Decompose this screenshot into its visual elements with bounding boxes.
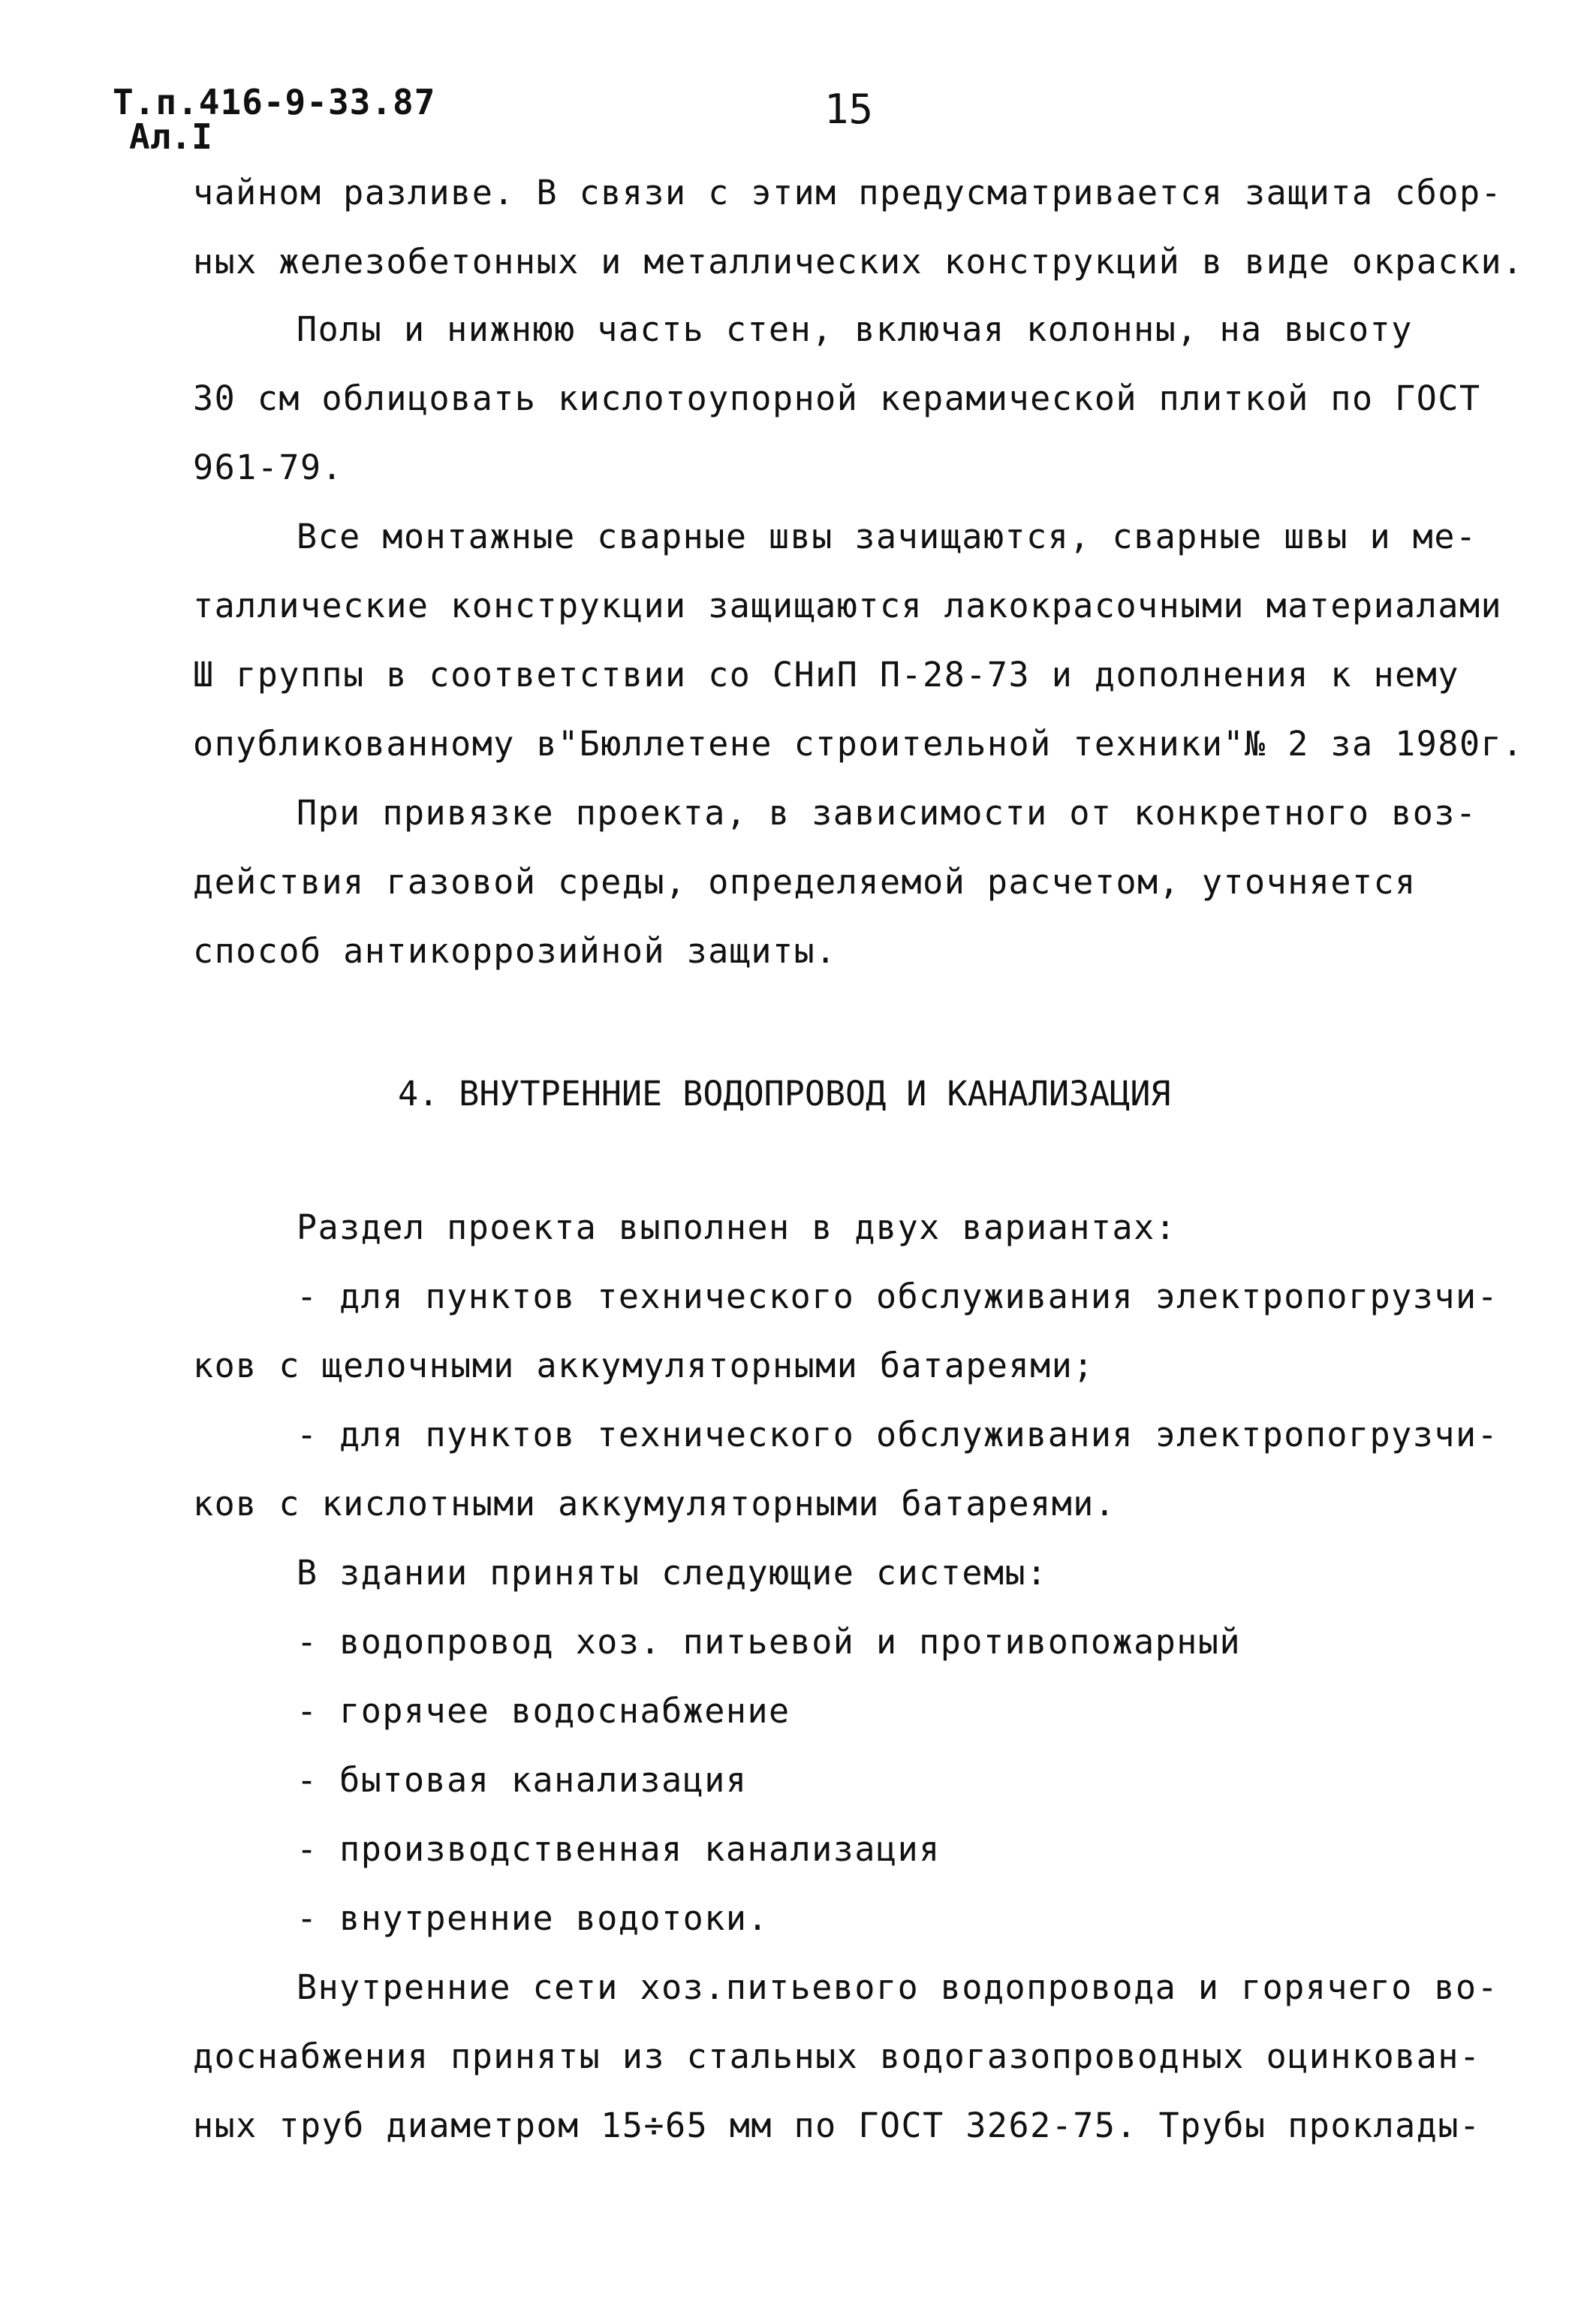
text-line: Полы и нижнюю часть стен, включая колонны, на высоту [297,309,1413,349]
text-line: ков с щелочными аккумуляторными батареями; [193,1346,1095,1385]
text-line: способ антикоррозийной защиты. [193,931,837,971]
text-line: В здании приняты следующие системы: [297,1553,1048,1593]
text-line: - водопровод хоз. питьевой и противопожарный [297,1622,1242,1662]
text-line: ков с кислотными аккумуляторными батареями. [193,1484,1116,1524]
text-line: 30 см облицовать кислотоупорной керамической плиткой по ГОСТ [193,378,1481,418]
text-line: - горячее водоснабжение [297,1691,790,1731]
text-line: - производственная канализация [297,1829,941,1869]
text-line: ных железобетонных и металлических конструкций в виде окраски. [193,242,1524,282]
text-line: - для пунктов технического обслуживания электропогрузчи- [297,1415,1499,1454]
text-line: При привязке проекта, в зависимости от конкретного воз- [297,793,1477,833]
text-line: 961-79. [193,448,344,487]
text-line: Внутренние сети хоз.питьевого водопровода и горячего во- [297,1967,1499,2007]
text-line: таллические конструкции защищаются лакокрасочными материалами [193,586,1503,625]
text-line: - бытовая канализация [297,1760,748,1800]
text-line: чайном разливе. В связи с этим предусматривается защита сбор- [193,173,1503,213]
page-number: 15 [824,86,874,133]
text-line: ных труб диаметром 15÷65 мм по ГОСТ 3262-75. Трубы проклады- [193,2106,1481,2145]
document-code: Т.п.416-9-33.87 [113,82,436,122]
text-line: - внутренние водотоки. [297,1898,769,1938]
text-line: - для пунктов технического обслуживания электропогрузчи- [297,1277,1499,1316]
text-line: Раздел проекта выполнен в двух вариантах: [297,1207,1177,1247]
text-line: доснабжения приняты из стальных водогазопроводных оцинкован- [193,2036,1481,2076]
text-line: опубликованному в"Бюллетене строительной техники"№ 2 за 1980г. [193,724,1524,764]
section-heading: 4. ВНУТРЕННИЕ ВОДОПРОВОД И КАНАЛИЗАЦИЯ [398,1074,1171,1114]
text-line: Ш группы в соответствии со СНиП П-28-73 и дополнения к нему [193,655,1459,695]
sheet-label: Ал.I [129,116,212,157]
text-line: действия газовой среды, определяемой расчетом, уточняется [193,862,1417,902]
text-line: Все монтажные сварные швы зачищаются, сварные швы и ме- [297,517,1477,556]
